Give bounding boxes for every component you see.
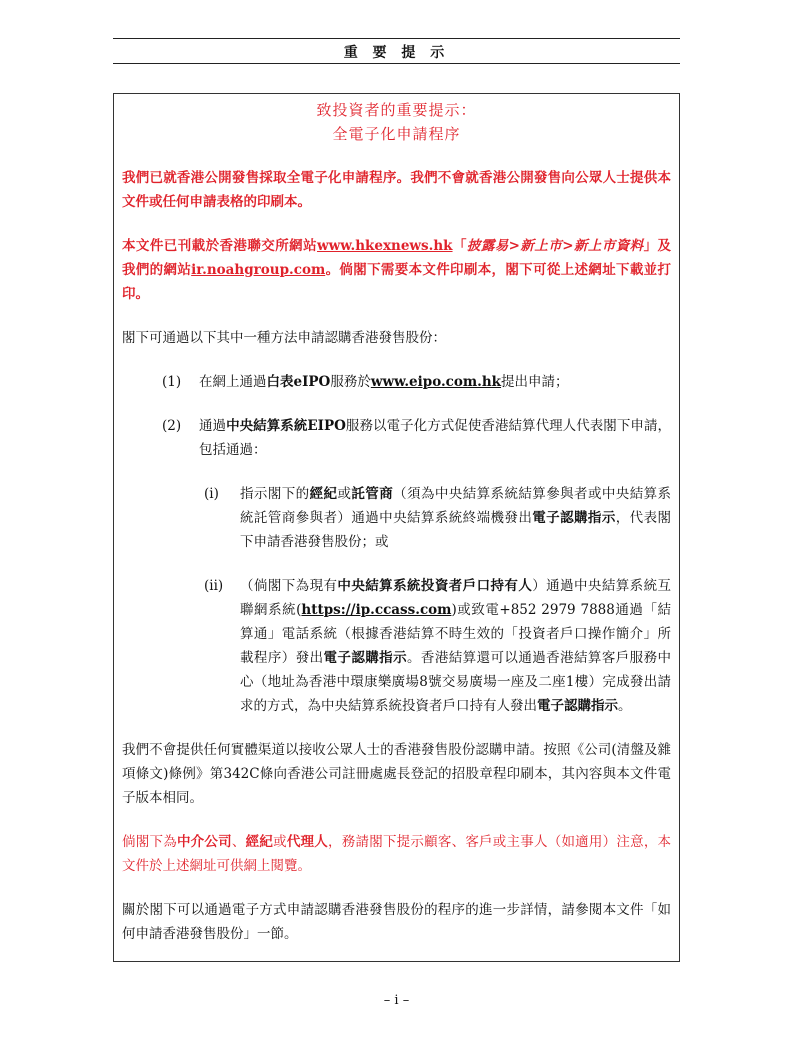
sub2-investor-holder: 中央結算系統投資者戶口持有人 xyxy=(337,578,533,594)
notice-title-line2: 全電子化申請程序 xyxy=(332,125,461,143)
sub2-mid1: ）通過中央結算系統互聯網系統( xyxy=(240,578,672,618)
p2-quote-close: 」 xyxy=(643,238,658,254)
item1-white-form: 白表eIPO xyxy=(266,374,331,390)
p2-quote-open: 「 xyxy=(452,238,467,254)
item2-pre: 通過 xyxy=(199,418,227,434)
method-subitem-ii-text xyxy=(240,574,671,718)
sub2-electronic-instruction-1: 電子認購指示 xyxy=(323,650,407,666)
item2-ccass-eipo: 中央結算系統EIPO xyxy=(226,418,346,434)
header-bottom-rule xyxy=(113,63,680,64)
ccass-link[interactable]: https://ip.ccass.com xyxy=(301,602,452,618)
paragraph-electronic-only: 我們已就香港公開發售採取全電子化申請程序。我們不會就香港公開發售向公眾人士提供本文件或任何申請表格的印刷本。 xyxy=(122,170,671,210)
sub2-mid2: )或致電+852 2979 7888通過「結算通」電話系統（根據香港結算不時生效的「投資者戶口操作簡介」所載程序）發出 xyxy=(240,602,671,666)
notice-title xyxy=(122,98,671,146)
method-subitem-ii-number: (ii) xyxy=(204,578,224,594)
p5-pre: 倘閣下為 xyxy=(122,834,177,850)
sub1-electronic-instruction: 電子認購指示 xyxy=(532,510,616,526)
sub2-pre: （倘閣下為現有 xyxy=(240,578,338,594)
method-subitem-i xyxy=(122,482,671,554)
paragraph-intermediaries xyxy=(122,830,671,878)
sub2-post: 。 xyxy=(618,698,632,714)
method-subitem-ii xyxy=(122,574,671,718)
method-item-2 xyxy=(122,414,671,462)
page-number: – i – xyxy=(383,993,410,1008)
paragraph-methods-intro: 閣下可通過以下其中一種方法申請認購香港發售股份： xyxy=(122,330,446,346)
hkexnews-path: 披露易>新上市>新上市資料 xyxy=(466,238,644,254)
p2-text-mid: 及我們的網站 xyxy=(122,238,672,278)
item2-post: 服務以電子化方式促使香港結算代理人代表閣下申請，包括通過： xyxy=(199,418,671,458)
sub1-post: ，代表閣下申請香港發售股份；或 xyxy=(240,510,672,550)
sub2-mid3: 。香港結算還可以通過香港結算客戶服務中心（地址為香港中環康樂廣場8號交易廣場一座及二座1樓）完成發出請求的方式，為中央結算系統投資者戶口持有人發出 xyxy=(240,650,671,714)
method-item-1 xyxy=(122,370,671,394)
notice-title-line1: 致投資者的重要提示： xyxy=(316,101,477,119)
sub2-electronic-instruction-2: 電子認購指示 xyxy=(537,698,618,714)
important-notice-box xyxy=(113,93,680,962)
method-subitem-i-number: (i) xyxy=(204,486,219,502)
p2-text-pre: 本文件已刊載於香港聯交所網站 xyxy=(122,238,318,254)
p5-agent: 代理人 xyxy=(286,834,329,850)
p5-broker: 經紀 xyxy=(245,834,274,850)
header-top-rule xyxy=(113,38,680,39)
method-item-1-number: (1) xyxy=(162,374,182,390)
p5-intermediary: 中介公司 xyxy=(176,834,232,850)
method-item-1-text xyxy=(199,370,671,394)
sub1-mid: （須為中央結算系統結算參與者或中央結算系統託管商參與者）通過中央結算系統終端機發出 xyxy=(240,486,672,526)
sub1-pre: 指示閣下的 xyxy=(240,486,310,502)
method-item-2-text xyxy=(199,414,671,462)
hkexnews-link[interactable]: www.hkexnews.hk xyxy=(317,238,453,254)
p5-sep: 、 xyxy=(231,834,246,850)
eipo-link[interactable]: www.eipo.com.hk xyxy=(370,374,502,390)
sub1-custodian: 託管商 xyxy=(351,486,394,502)
p2-text-post: 。倘閣下需要本文件印刷本，閣下可從上述網址下載並打印。 xyxy=(122,262,672,302)
item1-pre: 在網上通過 xyxy=(199,374,267,390)
item1-post: 提出申請； xyxy=(501,374,569,390)
paragraph-no-physical-channel: 我們不會提供任何實體渠道以接收公眾人士的香港發售股份認購申請。按照《公司(清盤及雜項條文)條例》第342C條向香港公司註冊處處長登記的招股章程印刷本，其內容與本文件電子版本相同。 xyxy=(122,742,671,806)
paragraph-further-details: 關於閣下可以通過電子方式申請認購香港發售股份的程序的進一步詳情，請參閱本文件「如何申請香港發售股份」一節。 xyxy=(122,902,671,942)
noah-ir-link[interactable]: ir.noahgroup.com xyxy=(191,262,326,278)
method-item-2-number: (2) xyxy=(162,418,182,434)
p5-post: ，務請閣下提示顧客、客戶或主事人（如適用）注意，本文件於上述網址可供網上閱覽。 xyxy=(122,834,672,874)
notice-content xyxy=(122,94,671,946)
sub1-broker: 經紀 xyxy=(309,486,338,502)
method-subitem-i-text xyxy=(240,482,671,554)
sub1-or: 或 xyxy=(337,486,352,502)
p5-or: 或 xyxy=(273,834,287,850)
page-header-title: 重 要 提 示 xyxy=(343,45,450,61)
paragraph-website-availability xyxy=(122,234,671,306)
item1-mid: 服務於 xyxy=(330,374,371,390)
